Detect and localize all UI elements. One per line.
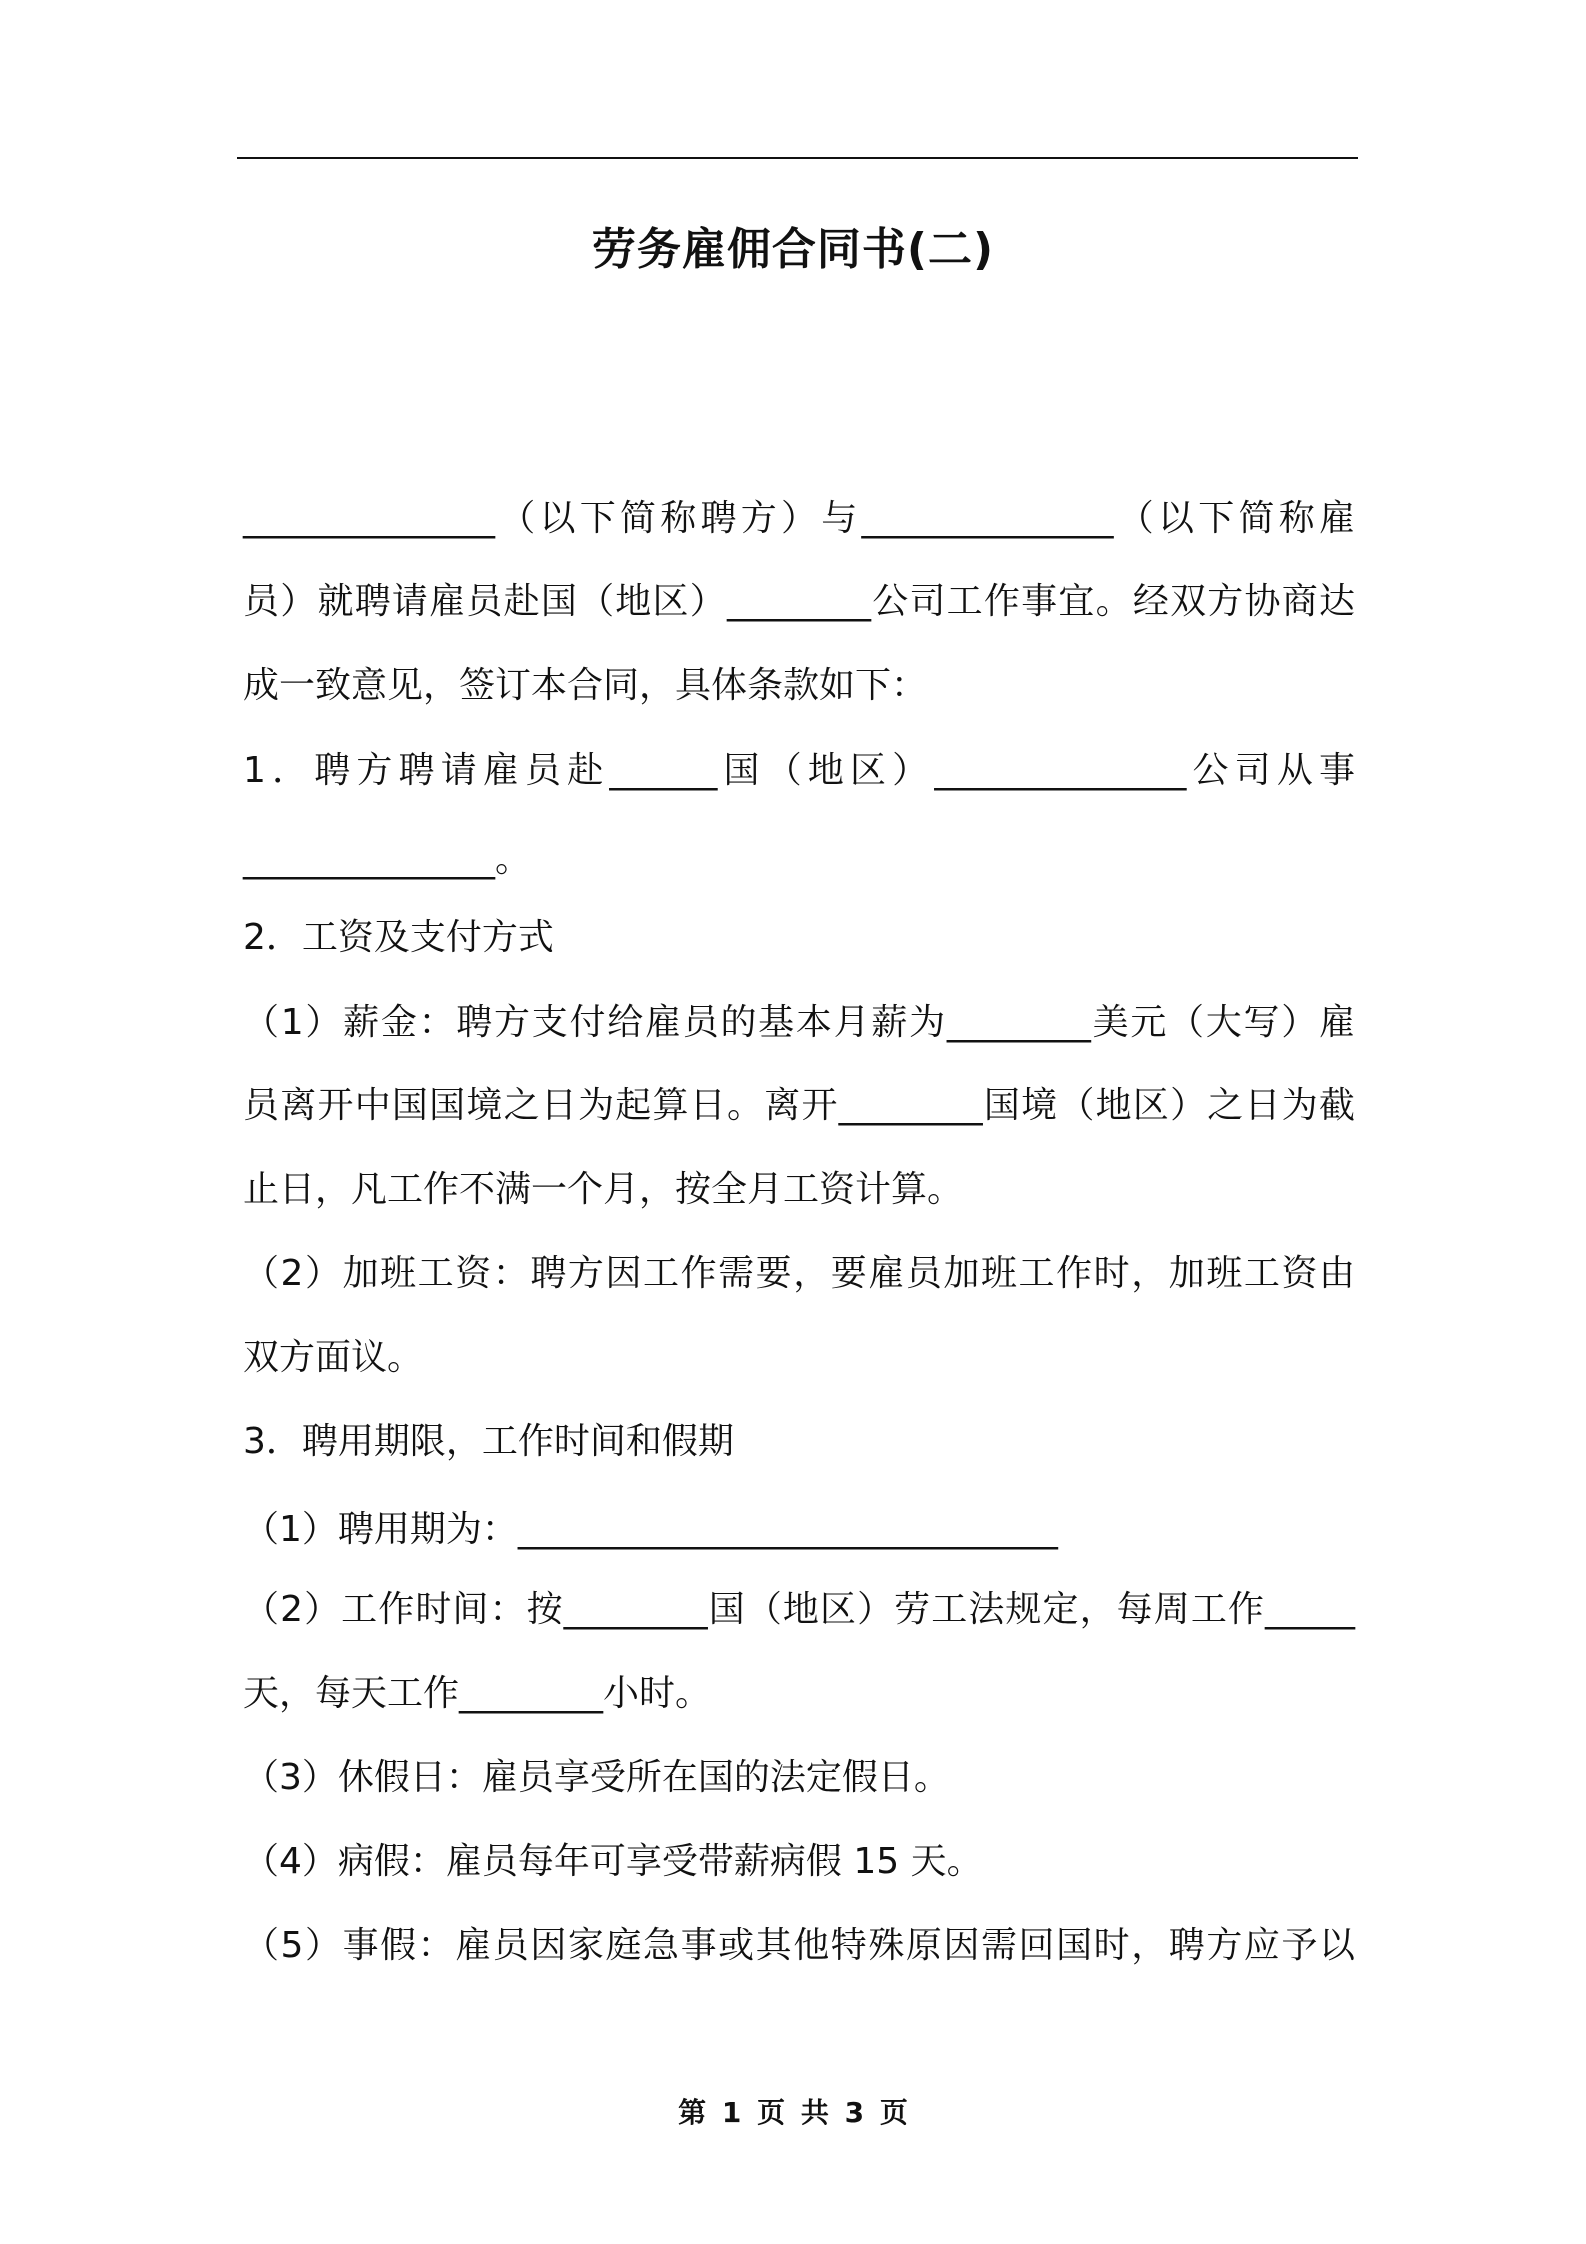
body-line: 员）就聘请雇员赴国（地区）________公司工作事宜。经双方协商达 bbox=[243, 581, 1355, 622]
body-line: （1）聘用期为：______________________________ bbox=[243, 1509, 1058, 1550]
page-number-footer: 第 1 页 共 3 页 bbox=[678, 2096, 908, 2129]
body-line: ______________（以下简称聘方）与______________（以下简称雇 bbox=[243, 498, 1355, 539]
body-line: （2）加班工资：聘方因工作需要，要雇员加班工作时，加班工资由 bbox=[243, 1253, 1355, 1294]
document-title: 劳务雇佣合同书(二) bbox=[591, 224, 995, 275]
body-line: 天，每天工作________小时。 bbox=[243, 1673, 712, 1714]
body-line: （3）休假日：雇员享受所在国的法定假日。 bbox=[243, 1757, 950, 1798]
body-line: 2．工资及支付方式 bbox=[243, 917, 554, 958]
body-line: 止日，凡工作不满一个月，按全月工资计算。 bbox=[243, 1169, 964, 1210]
body-line: （1）薪金：聘方支付给雇员的基本月薪为________美元（大写）雇 bbox=[243, 1002, 1355, 1043]
body-line: 3．聘用期限，工作时间和假期 bbox=[243, 1421, 734, 1462]
body-line: （4）病假：雇员每年可享受带薪病假 15 天。 bbox=[243, 1841, 983, 1882]
body-line: （5）事假：雇员因家庭急事或其他特殊原因需回国时，聘方应予以 bbox=[243, 1925, 1355, 1966]
body-line: （2）工作时间：按________国（地区）劳工法规定，每周工作_____ bbox=[243, 1589, 1355, 1630]
body-line: ______________。 bbox=[243, 839, 531, 880]
body-line: 成一致意见，签订本合同，具体条款如下： bbox=[243, 665, 928, 706]
body-line: 1．聘方聘请雇员赴______国（地区）______________公司从事 bbox=[243, 750, 1355, 791]
header-rule bbox=[237, 157, 1358, 159]
body-line: 双方面议。 bbox=[243, 1337, 424, 1378]
body-line: 员离开中国国境之日为起算日。离开________国境（地区）之日为截 bbox=[243, 1085, 1355, 1126]
